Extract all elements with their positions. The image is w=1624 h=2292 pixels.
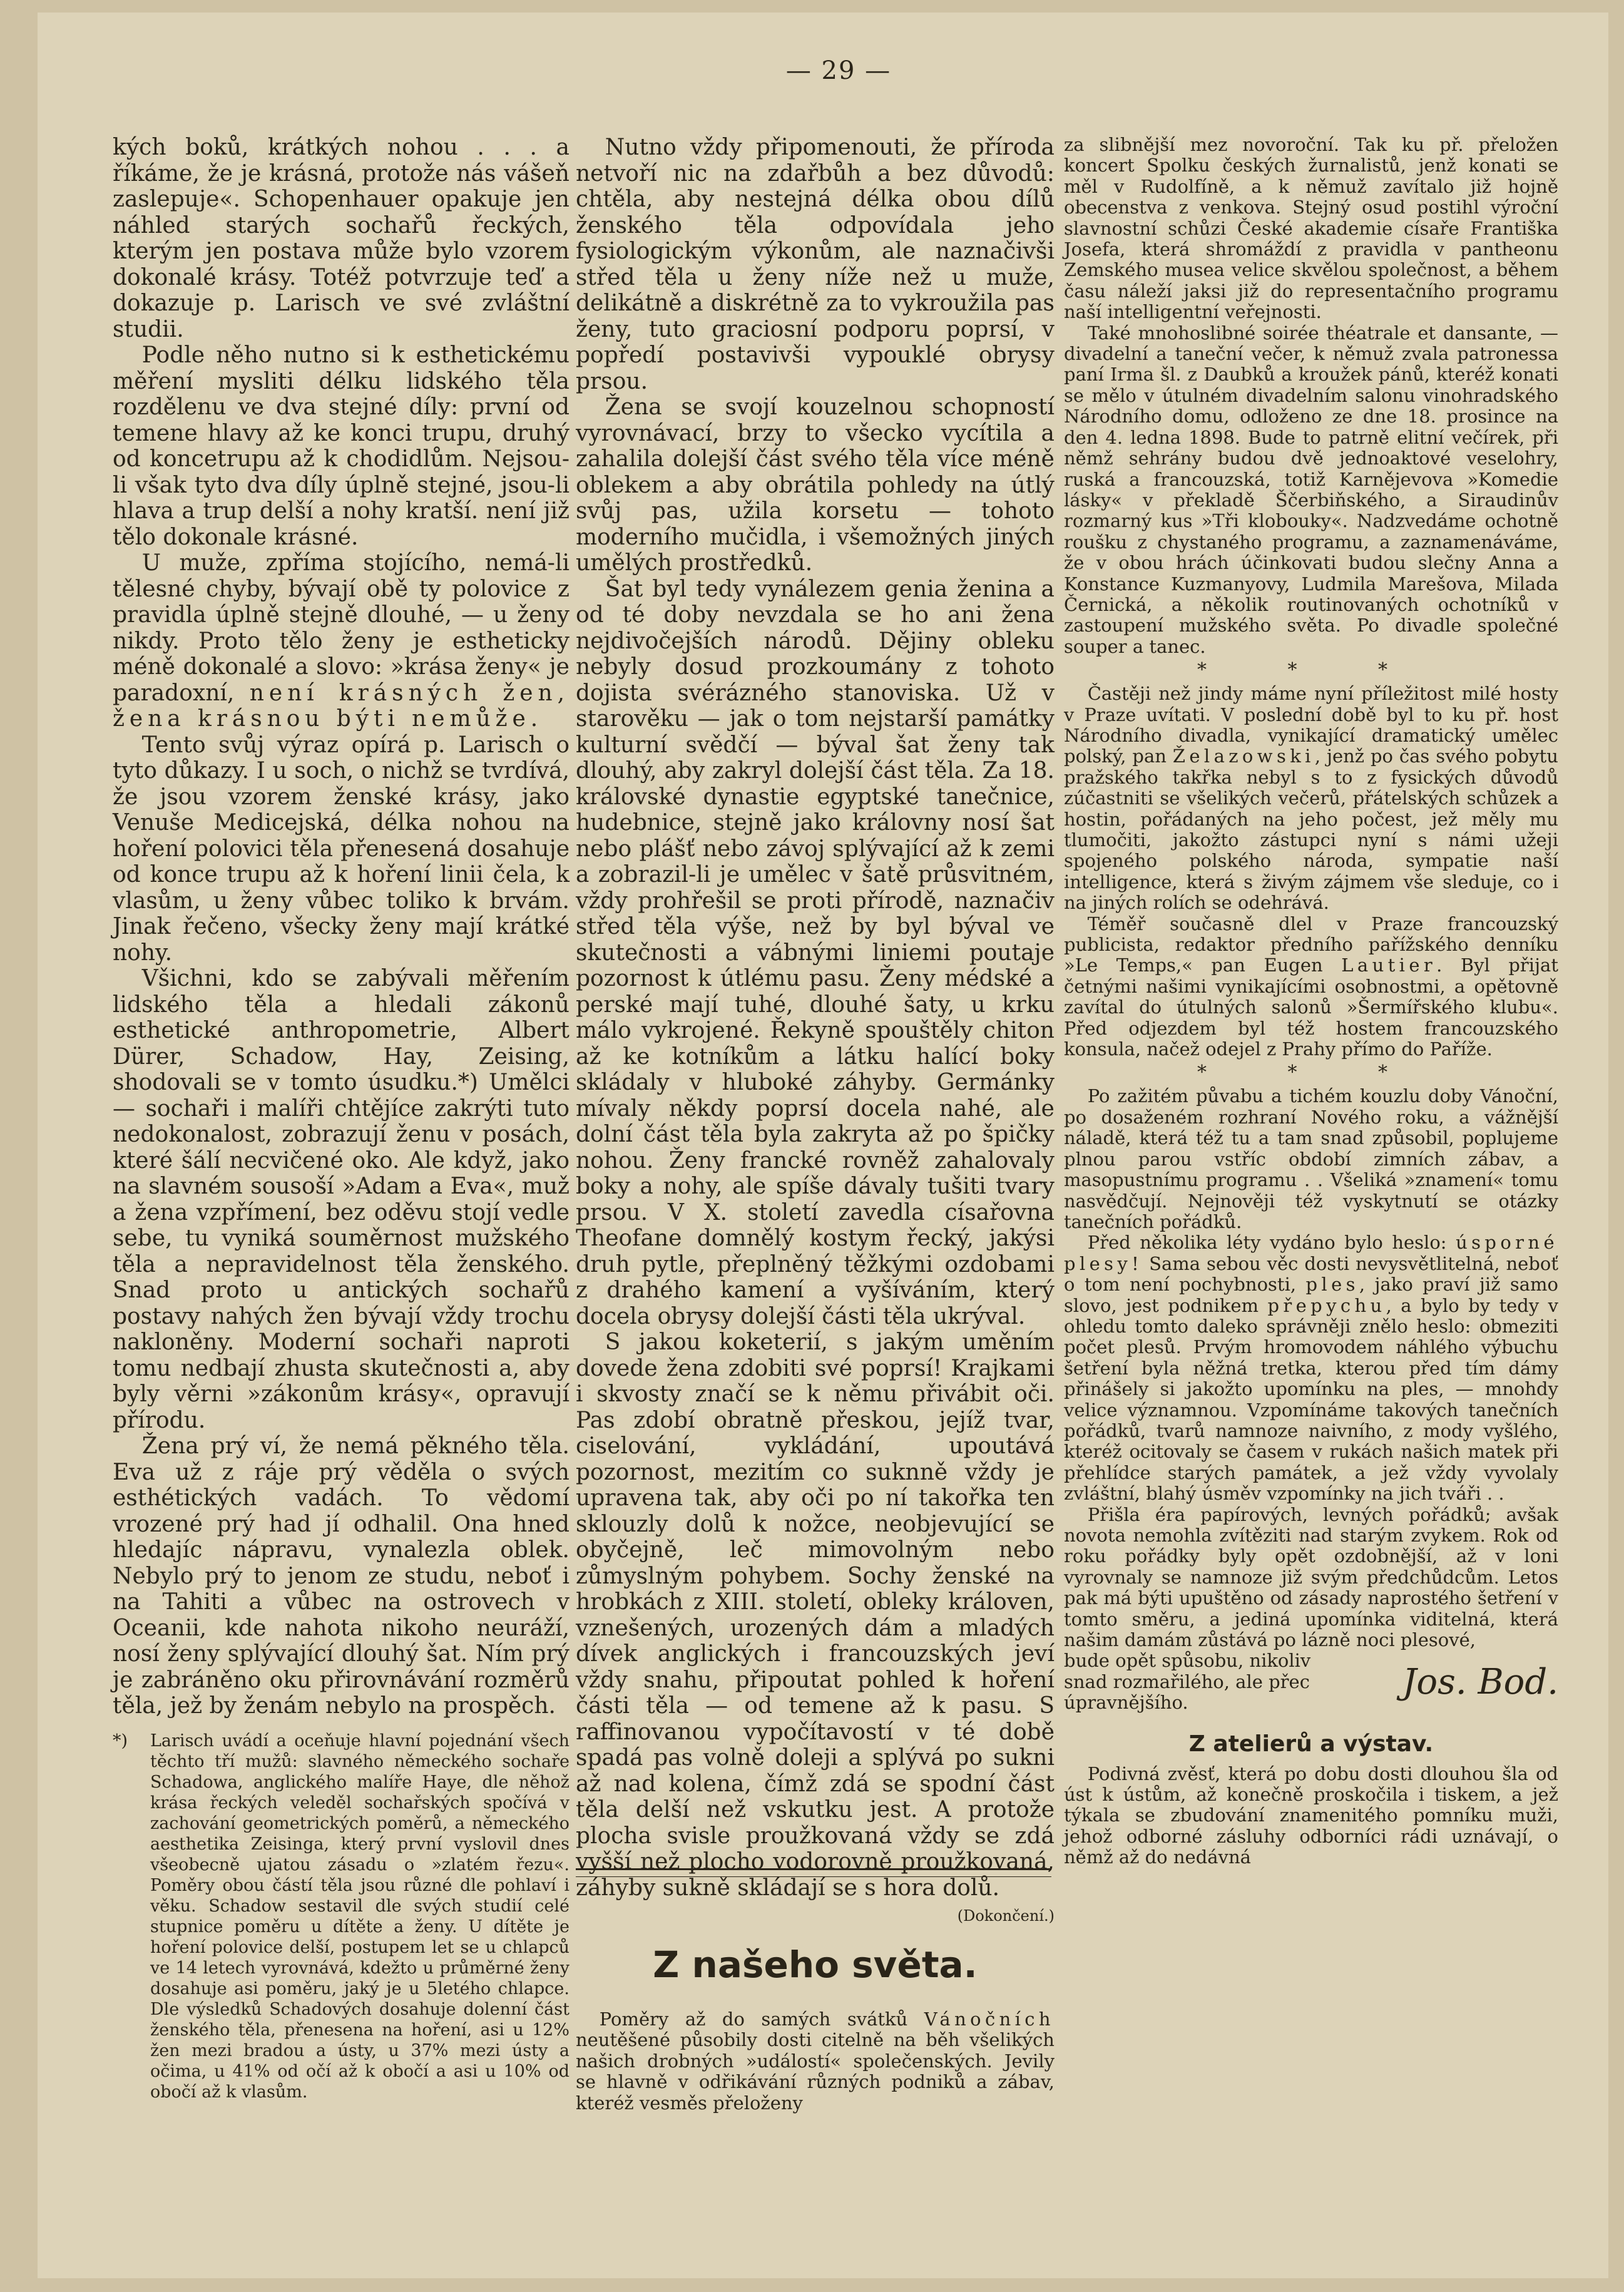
paragraph-text: . Byl přijat četnými našimi vynikajícími osobnostmi, a opětovně zavítal do útulných salonů »Šermířského klubu«. Před odjezdem byl též hostem francouzského konsula, načež odejel z Prahy přímo do Paříže. [1064,954,1559,1060]
spaced-emphasis: ples [1305,1274,1359,1296]
paragraph-end: bude opět spůsobu, nikoliv snad rozmařilého, ale přec úpravnějšího. [1064,1650,1311,1714]
spaced-emphasis: Lautier [1341,954,1437,976]
paragraph-text: Před několika léty vydáno bylo heslo: [1087,1232,1447,1254]
section-divider [576,1868,1051,1877]
spaced-emphasis: není krásných žen, žena krásnou býti nemůže. [113,680,569,732]
paragraph: Tento svůj výraz opírá p. Larisch o tyto důkazy. I u soch, o nichž se tvrdívá, že jsou vzorem ženské krásy, jako Venuše Medicejská, délka nohou na hoření polovici těla přenesená dosahuje od konce trupu až k hoření linii čela, k vlasům, u ženy vůbec toliko k brvám. Jinak řečeno, všecky ženy mají krátké nohy. [113,732,569,966]
spaced-emphasis: Vánočních [924,2008,1055,2030]
paragraph [1064,683,1558,913]
footnote-text: Larisch uvádí a oceňuje hlavní pojednání všech těchto tří mužů: slavného německého sochaře Schadowa, anglického malíře Haye, dle něhož krása řeckých veleděl sochařských spočívá v zachování geometrických poměrů, a německého aesthetika Zeisinga, který první vyslovil dnes všeobecně ujatou zásadu o »zlatém řezu«. Poměry obou částí těla jsou různé dle pohlaví i věku. Schadow sestavil dle svých studií celé stupnice poměru u dítěte a ženy. U dítěte je hoření polovice delší, postupem let se u chlapců ve 14 letech vyrovnává, kdežto u průměrné ženy dosahuje asi poměru, jaký je u 5letého chlapce. Dle výsledků Schadových dosahuje dolenní část ženského těla, přenesena na hoření, asi u 12% žen mezi bradou a ústy, u 37% mezi ústy a očima, u 41% od očí až k obočí a asi u 10% od obočí až k vlasům. [150,1731,569,2102]
section-title-z-atelieru: Z atelierů a výstav. [1188,1731,1434,1757]
paragraph: Podle něho nutno si k esthetickému měření mysliti délku lidského těla rozdělenu ve dva stejné díly: první od temene hlavy až ke konci trupu, druhý od koncetrupu až k chodidlům. Nejsou-li však tyto dva díly úplně stejné, jsou-li hlava a trup delší a nohy kratší. není již tělo dokonale krásné. [113,342,569,550]
to-be-continued: (Dokončení.) [957,1907,1055,1925]
paragraph: Po zažitém půvabu a tichém kouzlu doby Vánoční, po dosaženém rozhraní Nového roku, a vážnější náladě, která též tu a tam snad způsobil, poplujeme plnou parou vstříc období zimních zábav, a masopustnímu programu . . Všeliká »znamení« tomu nasvědčují. Nejnověji též vyskytnutí se otázky tanečních pořádků. [1064,1085,1558,1232]
paragraph-text: S jakou koketerií, s jakým uměním dovede žena zdobiti své poprsí! Krajkami i skvosty značí se k němu přivábit oči. Pas zdobí obratně přeskou, jejíž tvar, ciselování, vykládání, upoutává pozornost, mezitím co suknně vždy je upravena tak, aby oči po ní takořka ten sklouzly dolů k nožce, neobjevující se obyčejně, leč mimovolným nebo zůmyslným pohybem. Sochy ženské na hrobkách z XIII. století, obleky královen, vznešených, urozených dám a mladých dívek anglických i francouzských jeví vždy snahu, připoutat pohled k hoření části těla — od temene až k pasu. S raffinovanou vypočítavostí v té době spadá pas volně doleji a splývá po sukni až nad kolena, čímž zdá se spodní část těla delší než vskutku jest. A protože plocha svisle proužkovaná vždy se zdá vyšší než plocho vodorovně proužkovaná, záhyby sukně skládají se s hora dolů. [576,1329,1055,1901]
footnote [113,1731,569,2102]
paragraph [576,2009,1055,2114]
spaced-emphasis: přepychu [1267,1294,1386,1316]
paragraph-text: neutěšené působily dosti citelně na běh všelikých našich drobných »událostí« společenských. Jevily se hlavně v odřikávání různých podniků a zábav, kteréž vesměs přeloženy [576,2029,1055,2114]
paragraph-text: U muže, zpříma stojícího, nemá-li tělesné chyby, bývají obě ty polovice z pravidla úplně stejně dlouhé, — u ženy nikdy. Proto tělo ženy je estheticky méně dokonalé a slovo: »krása ženy« je paradoxní, [113,550,569,706]
column-middle-section [576,2009,1055,2216]
paragraph: Žena se svojí kouzelnou schopností vyrovnávací, brzy to všecko vycítila a zahalila dolejší část svého těla více méně oblekem a aby obrátila pohledy na útlý svůj pas, užila korsetu — tohoto moderního mučidla, i všemožných jiných umělých prostředků. [576,394,1055,576]
paragraph: Nutno vždy připomenouti, že příroda netvoří nic na zdařbůh a bez důvodů: chtěla, aby nestejná délka obou dílů ženského těla odpovídala jeho fysiologickým výkonům, ale naznačivši střed těla u ženy níže než u muže, delikátně a diskrétně za to vykroužila pas ženy, tuto graciosní podporu poprsí, v popředí postavivši vypouklé obrysy prsou. [576,135,1055,394]
column-left [113,135,569,2250]
footnote-mark: *) [113,1731,128,1751]
column-right [1064,135,1558,2250]
page-number: — 29 — [785,56,892,85]
asterism-divider: * * * [1197,659,1426,682]
signature-row [1064,1650,1558,1713]
paragraph: Šat byl tedy vynálezem genia ženina a od té doby nevzdala se ho ani žena nejdivočejších národů. Dějiny obleku nebyly dosud prozkoumány z tohoto dojista svérázného stanoviska. Už v starověku — jak o tom nejstarší památky kulturní svědčí — býval šat ženy tak dlouhý, aby zakryl dolejší část těla. Za 18. královské dynastie egyptské tanečnice, hudebnice, stejně jako královny nosí šat nebo plášť nebo závoj splývající až k zemi a zobrazil-li je umělec v šatě průsvitném, vždy prohřešil se proti přírodě, naznačiv střed těla výše, než by byl býval ve skutečnosti a vábnými liniemi poutaje pozornost k útlému pasu. Ženy médské a perské mají tuhé, dlouhé šaty, u krku málo vykrojené. Řekyně spouštěly chiton až ke kotníkům a látku halící boky skládaly v hluboké záhyby. Germánky mívaly někdy poprsí docela nahé, ale dolní část těla byla zakryta až po špičky nohou. Ženy francké rovněž zahalovaly boky a nohy, ale spíše dávaly tušiti tvary prsou. V X. století zavedla císařovna Theofane domnělý kostym řecký, jakýsi druh pytle, přeplněný těžkými ozdobami z drahého kamení a vyšíváním, který docela obrysy dolejší části těla ukrýval. [576,576,1055,1329]
paragraph-text: Poměry až do samých svátků [599,2008,908,2030]
paragraph-text: , jenž po čas svého pobytu pražského takřka nebyl s to z fysických důvodů zúčastniti se všelikých večerů, přátelských schůzek a hostin, pořádaných na jeho počest, jež měly mu tlumočiti, jakožto zástupci nyní s námi užeji spojeného polského národa, sympatie naší intelligence, která s živým zájmem vše sleduje, co i na jiných rolích se odehrává. [1064,745,1558,914]
paragraph-text: Sama sebou věc dosti nevysvětlitelná, neboť o tom není pochybnosti, [1064,1252,1559,1296]
paragraph: Všichni, kdo se zabývali měřením lidského těla a hledali zákonů esthetické anthropometrie, Albert Dürer, Schadow, Hay, Zeising, shodovali se v tomto úsudku.*) Umělci — sochaři i malíři chtějíce zakrýti tuto nedokonalost, zobrazují ženu v posách, které šálí necvičené oko. Ale když, jako na slavném sousoší »Adam a Eva«, muž a žena vzpřímení, bez oděvu stojí vedle sebe, tu vyniká souměrnost mužského těla a nepravidelnost těla ženského. Snad proto u antických sochařů postavy nahých žen bývají vždy trochu nakloněny. Moderní sochaři naproti tomu nedbají zhusta skutečnosti a, aby byly věrni »zákonům krásy«, opravují přírodu. [113,966,569,1433]
paragraph [1064,914,1558,1060]
paragraph-text: , jako praví již samo slovo, jest podnikem [1064,1274,1558,1316]
newspaper-page [38,13,1608,2278]
paragraph [576,1329,1055,1925]
paragraph: Žena prý ví, že nemá pěkného těla. Eva už z ráje prý věděla o svých esthétických vadách. To vědomí vrozené prý had jí odhalil. Ona hned hledajíc nápravu, vynalezla oblek. Nebylo prý to jenom ze studu, neboť i na Tahiti a vůbec na ostrovech v Oceanii, kde nahota nikoho neuráží, nosí ženy splývající dlouhý šat. Ním prý je zabráněno oku přirovnávání rozměrů těla, jež by ženám nebylo na prospěch. [113,1433,569,1719]
paragraph-text: Téměř současně dlel v Praze francouzský publicista, redaktor předního pařížského denníku »Le Temps,« pan Eugen [1064,913,1558,976]
paragraph: kých boků, krátkých nohou . . . a říkáme, že je krásná, protože nás vášeň zaslepuje«. Schopenhauer opakuje jen náhled starých sochařů řeckých, kterým jen postava může bylo vzorem dokonalé krásy. Totéž potvrzuje teď a dokazuje p. Larisch ve své zvláštní studii. [113,135,569,342]
section-title-z-naseho-sveta: Z našeho světa. [653,1943,978,1986]
paragraph-text: Častěji než jindy máme nyní příležitost milé hosty v Praze uvítati. V poslední době byl to ku př. host Národního divadla, vynikající dramatický umělec polský, pan [1064,683,1558,767]
paragraph [1064,1232,1558,1504]
paragraph: Podivná zvěsť, která po dobu dosti dlouhou šla od úst k ústům, až konečně proskočila i tiskem, a jež týkala se zbudování znamenitého pomníku muži, jehož odborné zásluhy odborníci rádi uznávají, o němž až do nedávná [1064,1762,1558,1868]
spaced-emphasis: úsporné plesy! [1064,1232,1559,1274]
spaced-emphasis: Želazowski [1172,745,1315,767]
paragraph [113,550,569,732]
asterism-divider: * * * [1197,1062,1426,1084]
paragraph: Také mnohoslibné soirée théatrale et dansante, — divadelní a taneční večer, k němuž zvala patronessa paní Irma šl. z Daubků a kroužek pánů, kteréž konati se mělo v útulném divadelním salonu vinohradského Národního domu, odloženo ze dne 18. prosince na den 4. ledna 1898. Bude to patrně elitní večírek, při němž sehrány budou dvě jednoaktové veselohry, ruská a francouzská, totiž Karnějevova »Komedie lásky« v překladě Ščerbiňského, a Siraudinův rozmarný kus »Tři klobouky«. Nadzvedáme ochotně roušku z chystaného programu, a zaznamenáváme, že v obou hrách účinkovati budou slečny Anna a Konstance Kuzmanyovy, Ludmila Marešova, Milada Černická, a několik routinovaných ochotníků v zastoupení mužského světa. Po divadle společné souper a tanec. [1064,322,1558,657]
paragraph-text: , a bylo by tedy v ohledu tomto daleko správněji znělo heslo: obmeziti počet plesů. Prvým hromovodem náhlého výbuchu šetření byla něžná tretka, kterou před tím dámy přinášely si jakožto upomínku na ples, — mnohdy velice významnou. Vzpomínáme takových tanečních pořádků, tvarů namnoze naivního, z mody vyšlého, kteréž ocitovaly se časem v rukách našich matek při přehlídce starých památek, a jež vždy vyvolaly zvláštní, blahý úsměv vzpomínky na jich tváři . . [1064,1294,1559,1505]
paragraph: za slibnější mez novoroční. Tak ku př. přeložen koncert Spolku českých žurnalistů, jenž konati se měl v Rudolfíně, a k němuž zavítalo již hojně obecenstva z venkova. Stejný osud postihl výroční slavnostní schůzi České akademie císaře Františka Josefa, která shromáždí z pravidla v pantheonu Zemského musea velice skvělou společnost, a během času náleží jaksi již do representačního programu naší intelligentní veřejnosti. [1064,134,1558,323]
author-signature: Jos. Bod. [1402,1661,1558,1702]
column-middle [576,135,1055,1925]
paragraph: Přišla éra papírových, levných pořádků; avšak novota nemohla zvítěziti nad starým zvykem. Rok od roku pořádky byly opět ozdobnější, až v loni vyrovnaly se namnoze již svým předchůdcům. Letos pak má býti upuštěno od zásady naprostého šetření v tomto směru, a jediná upomínka viditelná, která našim damám zůstává po lázně noci plesové, [1064,1503,1558,1651]
